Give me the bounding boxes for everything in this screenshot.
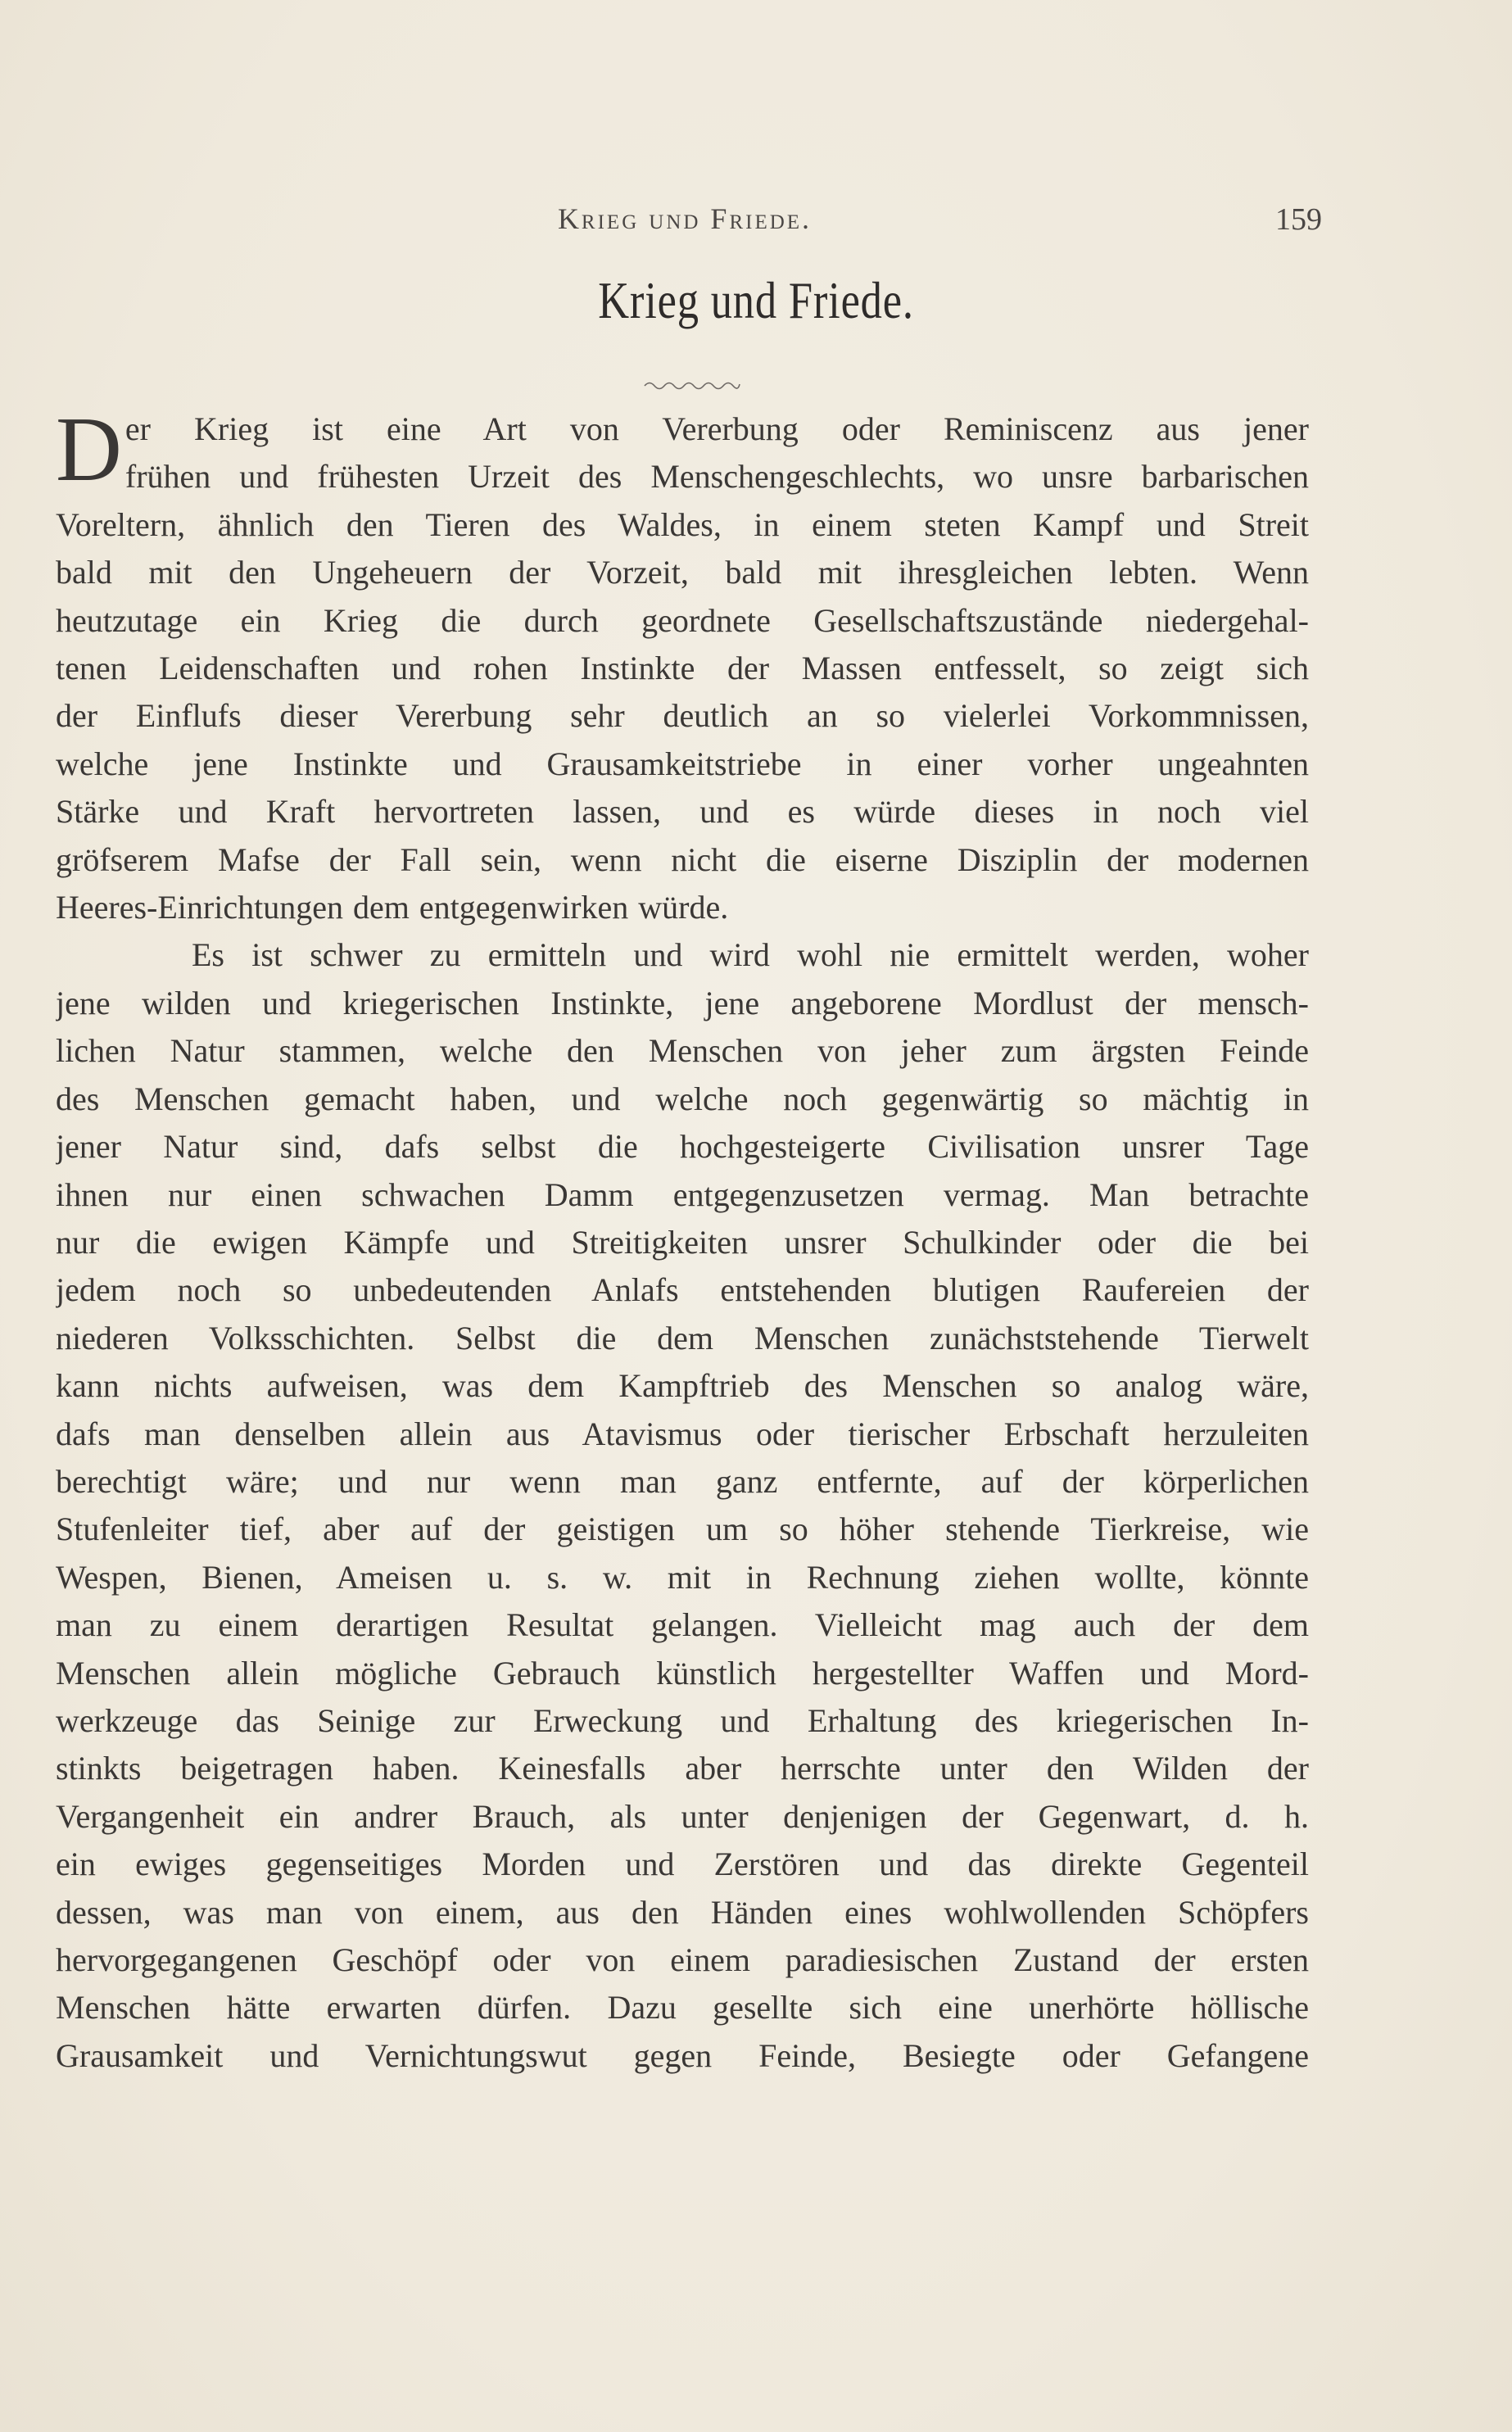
- text-line: des Menschen gemacht haben, und welche noch gegenwärtig so mächtig in: [56, 1080, 1309, 1117]
- text-line: heutzutage ein Krieg die durch geordnete Gesellschaftszustände niedergehal-: [56, 601, 1309, 639]
- text-line: welche jene Instinkte und Grausamkeitstriebe in einer vorher ungeahnten: [56, 745, 1309, 782]
- text-line: Heeres-Einrichtungen dem entgegenwirken würde.: [56, 889, 729, 926]
- paragraph-2: [56, 931, 1309, 2080]
- text-line: jedem noch so unbedeutenden Anlafs entstehenden blutigen Raufereien der: [56, 1271, 1309, 1309]
- paragraph-1: [56, 399, 1309, 931]
- text-line: der Einflufs dieser Vererbung sehr deutlich an so vielerlei Vorkommnissen,: [56, 697, 1309, 735]
- running-head: [56, 202, 1322, 251]
- text-line: er Krieg ist eine Art von Vererbung oder Reminiscenz aus jener: [124, 410, 1309, 447]
- text-line: lichen Natur stammen, welche den Menschen von jeher zum ärgsten Feinde: [56, 1032, 1309, 1070]
- text-line: Stärke und Kraft hervortreten lassen, und es würde dieses in noch viel: [56, 793, 1309, 831]
- text-line: Stufenleiter tief, aber auf der geistigen um so höher stehende Tierkreise, wie: [56, 1510, 1309, 1548]
- text-line: werkzeuge das Seinige zur Erweckung und Erhaltung des kriegerischen In-: [56, 1701, 1309, 1739]
- text-line: niederen Volksschichten. Selbst die dem Menschen zunächststehende Tierwelt: [56, 1319, 1309, 1356]
- text-line: man zu einem derartigen Resultat gelangen. Vielleicht mag auch der dem: [56, 1606, 1309, 1644]
- text-line: kann nichts aufweisen, was dem Kampftrieb des Menschen so analog wäre,: [56, 1367, 1309, 1405]
- text-line: Voreltern, ähnlich den Tieren des Waldes, in einem steten Kampf und Streit: [56, 505, 1309, 543]
- text-line: Grausamkeit und Vernichtungswut gegen Feinde, Besiegte oder Gefangene: [56, 2036, 1309, 2074]
- text-line: dafs man denselben allein aus Atavismus oder tierischer Erbschaft herzuleiten: [56, 1415, 1309, 1452]
- text-line: ihnen nur einen schwachen Damm entgegenzusetzen vermag. Man betrachte: [56, 1175, 1309, 1213]
- drop-cap: D: [56, 399, 122, 500]
- text-line: stinkts beigetragen haben. Keinesfalls aber herrschte unter den Wilden der: [56, 1750, 1309, 1787]
- text-line: Menschen hätte erwarten dürfen. Dazu gesellte sich eine unerhörte höllische: [56, 1989, 1309, 2027]
- text-line: Vergangenheit ein andrer Brauch, als unter denjenigen der Gegenwart, d. h.: [56, 1797, 1309, 1835]
- text-line: Menschen allein mögliche Gebrauch künstlich hergestellter Waffen und Mord-: [56, 1654, 1309, 1692]
- text-line: frühen und frühesten Urzeit des Menschengeschlechts, wo unsre barbarischen: [124, 458, 1309, 496]
- page-number: 159: [1275, 202, 1322, 237]
- text-line: Wespen, Bienen, Ameisen u. s. w. mit in Rechnung ziehen wollte, könnte: [56, 1558, 1309, 1596]
- chapter-title: Krieg und Friede.: [598, 271, 914, 329]
- text-line: dessen, was man von einem, aus den Händen eines wohlwollenden Schöpfers: [56, 1893, 1309, 1931]
- running-head-title: Krieg und Friede.: [557, 202, 813, 235]
- text-line: tenen Leidenschaften und rohen Instinkte der Massen entfesselt, so zeigt sich: [56, 650, 1309, 687]
- body-text: [56, 399, 1309, 2142]
- text-line: berechtigt wäre; und nur wenn man ganz entfernte, auf der körperlichen: [56, 1462, 1309, 1500]
- title-ornament-icon: [643, 378, 741, 390]
- text-line: jener Natur sind, dafs selbst die hochgesteigerte Civilisation unsrer Tage: [56, 1128, 1309, 1166]
- text-line: bald mit den Ungeheuern der Vorzeit, bald mit ihresgleichen lebten. Wenn: [56, 554, 1309, 591]
- text-line: hervorgegangenen Geschöpf oder von einem paradiesischen Zustand der ersten: [56, 1941, 1309, 1978]
- text-line: nur die ewigen Kämpfe und Streitigkeiten unsrer Schulkinder oder die bei: [56, 1223, 1309, 1261]
- text-line: ein ewiges gegenseitiges Morden und Zerstören und das direkte Gegenteil: [56, 1846, 1309, 1883]
- text-line: jene wilden und kriegerischen Instinkte, jene angeborene Mordlust der mensch-: [56, 984, 1309, 1021]
- text-line: Es ist schwer zu ermitteln und wird wohl nie ermittelt werden, woher: [192, 936, 1309, 974]
- text-line: gröfserem Mafse der Fall sein, wenn nicht die eiserne Disziplin der modernen: [56, 840, 1309, 878]
